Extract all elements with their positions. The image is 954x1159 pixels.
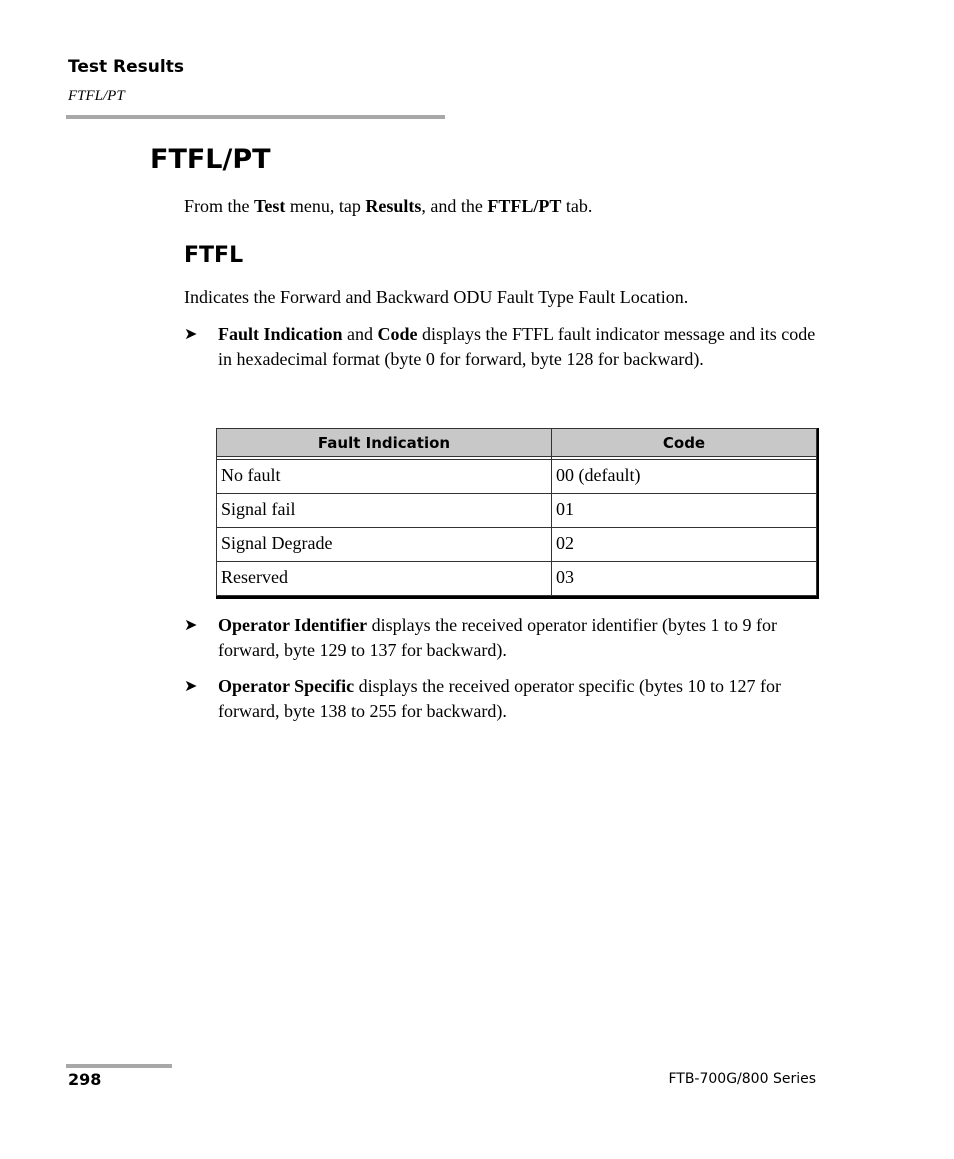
table-row [217,460,817,494]
bullet-arrow-icon: ➤ [184,678,198,695]
page-number: 298 [68,1070,102,1089]
table-cell-code: 00 (default) [552,460,817,494]
bullet-operator-identifier [184,613,820,662]
intro-text-3: , and the [421,196,488,216]
bullet-bold-term: Operator Specific [218,676,355,696]
table-cell-code: 01 [552,494,817,528]
fault-code-table [216,428,819,599]
table-row [217,494,817,528]
table-header-row [217,429,817,457]
bullet-text-part: displays the FTFL fault indicator message and its code in hexadecimal format (byte 0 for forward, byte 128 for backward). [218,324,816,369]
bullet-text-part: displays the received operator identifier (bytes 1 to 9 for forward, byte 129 to 137 for backward). [218,615,778,660]
column-header-code: Code [552,429,817,457]
page-title: FTFL/PT [150,144,271,175]
column-header-fault-indication: Fault Indication [217,429,552,457]
bullet-text [218,674,820,723]
bullet-bold-term: Fault Indication [218,324,343,344]
table-row [217,528,817,562]
intro-bold-results: Results [365,196,422,216]
intro-paragraph [184,196,592,217]
bullet-arrow-icon: ➤ [184,617,198,634]
running-header-subtitle: FTFL/PT [68,88,125,104]
bullet-arrow-icon: ➤ [184,326,198,343]
table-cell-fault: Signal fail [217,494,552,528]
table-cell-code: 03 [552,562,817,596]
intro-bold-test: Test [254,196,286,216]
bullet-bold-term: Operator Identifier [218,615,368,635]
product-series: FTB-700G/800 Series [668,1071,816,1087]
intro-text-4: tab. [561,196,593,216]
bullet-text-part: and [342,324,378,344]
footer-rule [66,1064,172,1068]
intro-bold-tab: FTFL/PT [487,196,562,216]
section-description: Indicates the Forward and Backward ODU Fault Type Fault Location. [184,287,689,307]
table-cell-fault: Reserved [217,562,552,596]
table-cell-code: 02 [552,528,817,562]
intro-text-1: From the [184,196,254,216]
bullet-bold-term: Code [377,324,418,344]
table-cell-fault: No fault [217,460,552,494]
bullet-fault-indication [184,322,820,371]
section-heading: FTFL [184,243,244,268]
table-row [217,562,817,596]
header-rule [66,115,445,119]
intro-text-2: menu, tap [285,196,366,216]
bullet-text [218,322,820,371]
bullet-text [218,613,820,662]
bullet-text-part: displays the received operator specific (bytes 10 to 127 for forward, byte 138 to 255 for backward). [218,676,781,721]
running-header-title: Test Results [68,57,184,77]
table-cell-fault: Signal Degrade [217,528,552,562]
bullet-operator-specific [184,674,820,723]
